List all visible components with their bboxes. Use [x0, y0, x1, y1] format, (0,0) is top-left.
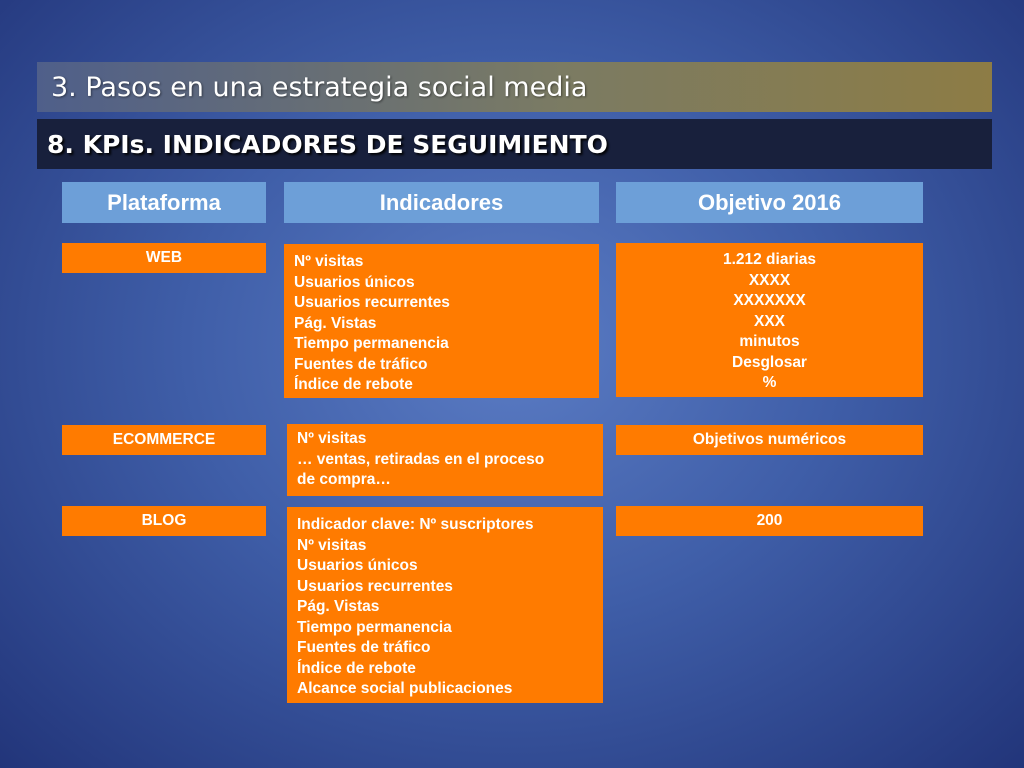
- objective-item: XXXX: [748, 271, 791, 289]
- indicators-blog: [287, 507, 603, 703]
- objective-item: %: [762, 374, 777, 391]
- header-indicadores: [284, 182, 599, 223]
- indicator-item: Índice de rebote: [294, 376, 413, 393]
- platform-label: WEB: [145, 249, 183, 266]
- indicator-item: Usuarios únicos: [297, 557, 418, 574]
- indicator-item: Indicador clave: Nº suscriptores: [297, 516, 534, 533]
- indicator-item: Usuarios únicos: [294, 273, 415, 291]
- indicator-item: Nº visitas: [294, 253, 364, 270]
- header-label: Objetivo 2016: [697, 189, 842, 215]
- slide-subtitle-banner: [37, 119, 992, 169]
- indicators-ecommerce: [287, 424, 603, 496]
- objectives-ecommerce: [616, 425, 923, 455]
- indicator-item: Alcance social publicaciones: [297, 680, 513, 697]
- objective-item: XXX: [753, 312, 785, 330]
- objective-item: Desglosar: [732, 353, 807, 371]
- slide-subtitle: 8. KPIs. INDICADORES DE SEGUIMIENTO: [47, 129, 608, 159]
- indicator-item: Fuentes de tráfico: [297, 639, 431, 656]
- platform-blog: [62, 506, 266, 536]
- objective-item: 200: [756, 512, 783, 529]
- indicator-item: Índice de rebote: [297, 659, 416, 677]
- indicator-item: Nº visitas: [297, 536, 367, 554]
- indicator-item: Usuarios recurrentes: [297, 577, 453, 595]
- indicator-item: … ventas, retiradas en el proceso: [297, 450, 545, 468]
- platform-ecommerce: [62, 425, 266, 455]
- platform-label: BLOG: [141, 512, 187, 529]
- header-label: Indicadores: [379, 189, 504, 215]
- indicator-item: Tiempo permanencia: [294, 335, 449, 352]
- platform-label: ECOMMERCE: [112, 431, 216, 448]
- indicator-item: Pág. Vistas: [297, 598, 380, 615]
- indicator-item: Usuarios recurrentes: [294, 294, 450, 311]
- objectives-web: [616, 243, 923, 397]
- indicator-item: Fuentes de tráfico: [294, 355, 428, 373]
- indicator-item: Pág. Vistas: [294, 314, 377, 332]
- header-objetivo: [616, 182, 923, 223]
- slide-title-banner: [37, 62, 992, 112]
- indicator-item: Nº visitas: [297, 430, 367, 447]
- slide-title: 3. Pasos en una estrategia social media: [51, 71, 588, 103]
- indicators-web: [284, 244, 599, 398]
- objective-item: XXXXXXX: [733, 292, 806, 309]
- objective-item: Objetivos numéricos: [692, 431, 847, 448]
- header-label: Plataforma: [107, 189, 221, 215]
- indicator-item: Tiempo permanencia: [297, 618, 452, 636]
- header-plataforma: [62, 182, 266, 223]
- objectives-blog: [616, 506, 923, 536]
- indicator-item: de compra…: [297, 471, 391, 488]
- platform-web: [62, 243, 266, 273]
- objective-item: minutos: [739, 333, 800, 350]
- objective-item: 1.212 diarias: [722, 251, 817, 268]
